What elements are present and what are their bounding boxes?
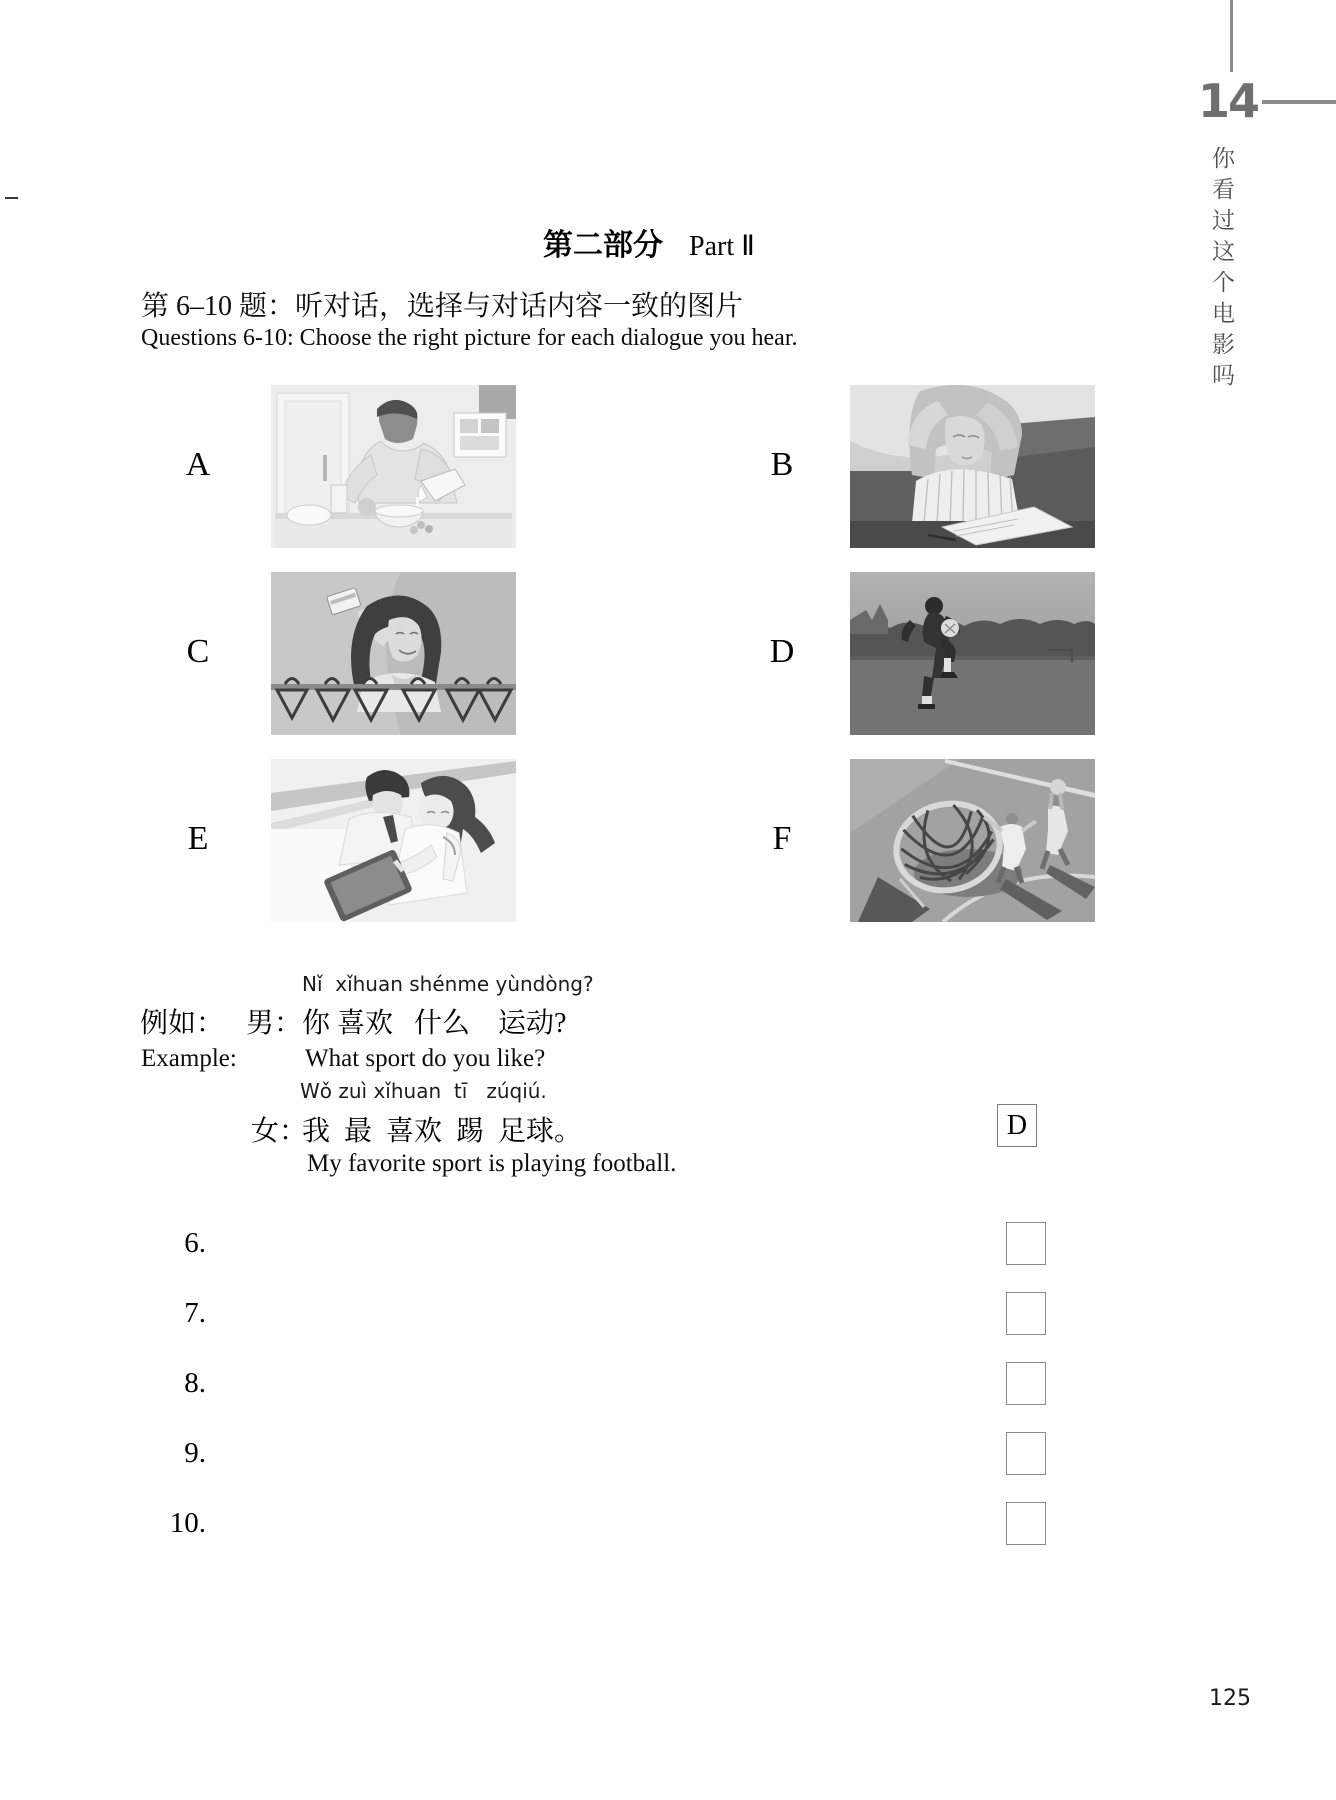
section-title [543, 220, 755, 264]
picture-label-b: B [770, 446, 794, 483]
example-male-speaker: 男： [246, 1008, 303, 1039]
picture-label-e: E [187, 820, 209, 857]
section-title-cn: 第二部分 [543, 229, 663, 262]
picture-d-photo [850, 572, 1095, 735]
stressed-woman-image [850, 385, 1095, 548]
example-line1-en: What sport do you like? [305, 1045, 546, 1072]
question-10-number: 10. [169, 1507, 206, 1539]
question-8-answer-box[interactable] [1006, 1362, 1046, 1405]
question-6-answer-box[interactable] [1006, 1222, 1046, 1265]
chapter-rule-vertical [1230, 0, 1233, 72]
chapter-number: 14 [1197, 74, 1258, 128]
example-answer-box: D [997, 1104, 1037, 1147]
question-8-number: 8. [184, 1367, 206, 1399]
picture-a-photo [271, 385, 516, 548]
picture-c-photo [271, 572, 516, 735]
picture-e-photo [271, 759, 516, 922]
question-9-answer-box[interactable] [1006, 1432, 1046, 1475]
example-line1-cn: 你 喜欢 什么 运动? [302, 1008, 567, 1039]
picture-b-photo [850, 385, 1095, 548]
picture-label-c: C [186, 633, 210, 670]
question-7-answer-box[interactable] [1006, 1292, 1046, 1335]
section-title-en: Part Ⅱ [689, 231, 755, 262]
chapter-title-vertical: 你看过这个电影吗 [1209, 146, 1235, 394]
chapter-rule-horizontal [1262, 100, 1336, 104]
picture-label-d: D [769, 633, 795, 670]
page-number: 125 [1209, 1686, 1251, 1711]
basketball-hoop-image [850, 759, 1095, 922]
example-line2-en: My favorite sport is playing football. [307, 1150, 677, 1177]
example-label-cn: 例如： [140, 1008, 225, 1039]
question-7-number: 7. [184, 1297, 206, 1329]
example-female-speaker: 女： [251, 1116, 308, 1147]
picture-f-photo [850, 759, 1095, 922]
picture-label-f: F [772, 820, 792, 857]
example-line1-pinyin: Nǐ xǐhuan shénme yùndòng? [302, 972, 594, 996]
example-label-en: Example: [141, 1045, 237, 1072]
example-line2-cn: 我 最 喜欢 踢 足球。 [302, 1116, 583, 1147]
football-player-image [850, 572, 1095, 735]
example-line2-pinyin: Wǒ zuì xǐhuan tī zúqiú. [300, 1079, 547, 1103]
picture-label-a: A [185, 446, 211, 483]
question-10-answer-box[interactable] [1006, 1502, 1046, 1545]
breakfast-scene-image [271, 385, 516, 548]
instruction-en: Questions 6-10: Choose the right picture for each dialogue you hear. [141, 325, 798, 351]
question-9-number: 9. [184, 1437, 206, 1469]
instruction-cn: 第 6–10 题：听对话，选择与对话内容一致的图片 [141, 291, 744, 322]
woman-with-card-image [271, 572, 516, 735]
question-6-number: 6. [184, 1227, 206, 1259]
couple-tablet-image [271, 759, 516, 922]
left-margin-tick [5, 197, 18, 199]
